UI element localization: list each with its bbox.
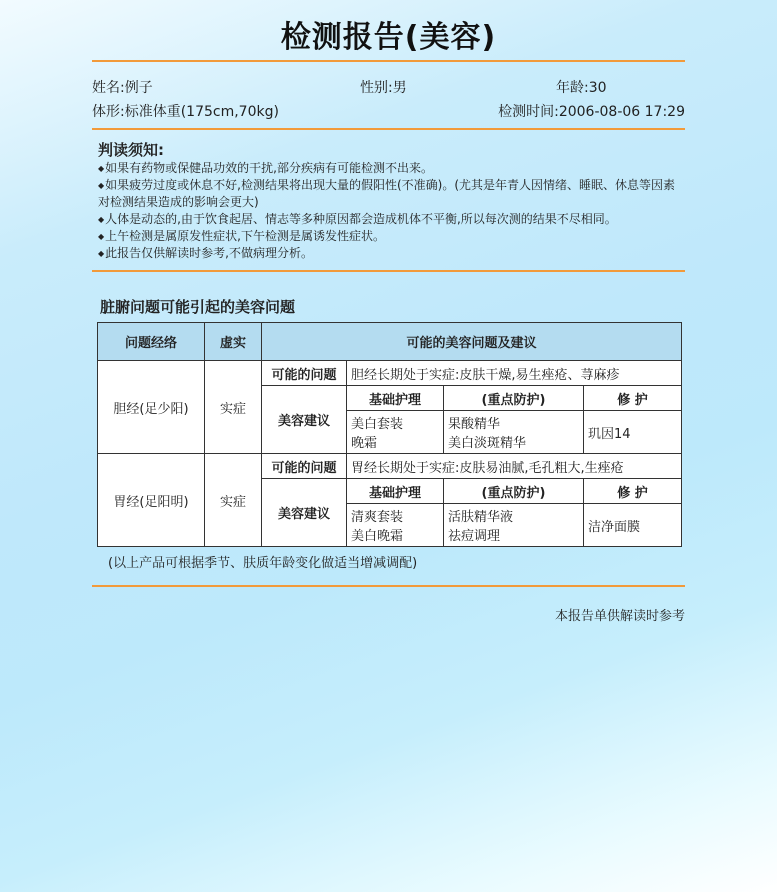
patient-info — [92, 62, 685, 128]
repair-cell: 玑因14 — [584, 411, 682, 454]
notes-title: 判读须知: — [98, 141, 164, 159]
body-value: 标准体重(175cm,70kg) — [124, 104, 279, 120]
name-label: 姓名: — [92, 80, 125, 96]
table-row — [98, 454, 682, 479]
advice-label: 美容建议 — [262, 479, 347, 547]
section-title: 脏腑问题可能引起的美容问题 — [100, 298, 296, 316]
repair-header: 修 护 — [584, 479, 682, 504]
possible-label: 可能的问题 — [262, 361, 347, 386]
advice-label: 美容建议 — [262, 386, 347, 454]
basic-cell — [347, 504, 444, 547]
note-item: ◆ 如果疲劳过度或休息不好,检测结果将出现大量的假阳性(不准确)。(尤其是年青人因情绪、睡眠、休息等因素对检测结果造成的影响会更大) — [98, 177, 685, 211]
focus-cell — [444, 411, 584, 454]
gender-field — [360, 77, 407, 97]
time-value: 2006-08-06 17:29 — [558, 104, 685, 120]
report-page — [92, 0, 685, 624]
age-field — [556, 77, 607, 97]
name-value: 例子 — [124, 80, 153, 96]
age-value: 30 — [588, 80, 607, 96]
note-item: ◆ 上午检测是属原发性症状,下午检测是属诱发性症状。 — [98, 228, 685, 245]
product-item: 美白套装 — [351, 417, 404, 432]
table-header-row — [98, 323, 682, 361]
basic-cell — [347, 411, 444, 454]
adjust-hint: (以上产品可根据季节、肤质年龄变化做适当增减调配) — [108, 556, 418, 571]
gender-value: 男 — [392, 80, 407, 96]
footer-note: 本报告单供解读时参考 — [554, 609, 685, 624]
gender-label: 性别: — [360, 80, 393, 96]
reading-notes — [92, 130, 685, 270]
beauty-table — [97, 322, 682, 547]
product-item: 美白晚霜 — [351, 529, 404, 544]
meridian-cell: 胃经(足阳明) — [98, 454, 205, 547]
note-item: ◆ 如果有药物或保健品功效的干扰,部分疾病有可能检测不出来。 — [98, 160, 685, 177]
time-field — [498, 101, 685, 121]
page-title: 检测报告(美容) — [280, 20, 497, 55]
problem-cell: 胆经长期处于实症:皮肤干燥,易生痤疮、荨麻疹 — [347, 361, 682, 386]
time-label: 检测时间: — [498, 104, 559, 120]
focus-header: (重点防护) — [444, 386, 584, 411]
divider — [92, 270, 685, 272]
col-header-meridian: 问题经络 — [98, 323, 205, 361]
basic-header: 基础护理 — [347, 479, 444, 504]
possible-label: 可能的问题 — [262, 454, 347, 479]
body-field — [92, 101, 279, 121]
age-label: 年龄: — [556, 80, 589, 96]
focus-cell — [444, 504, 584, 547]
status-cell: 实症 — [205, 454, 262, 547]
repair-cell: 洁净面膜 — [584, 504, 682, 547]
col-header-status: 虚实 — [205, 323, 262, 361]
table-row — [98, 361, 682, 386]
meridian-cell: 胆经(足少阳) — [98, 361, 205, 454]
problem-cell: 胃经长期处于实症:皮肤易油腻,毛孔粗大,生痤疮 — [347, 454, 682, 479]
col-header-advice: 可能的美容问题及建议 — [262, 323, 682, 361]
product-item: 活肤精华液 — [448, 510, 514, 525]
product-item: 美白淡斑精华 — [448, 436, 527, 451]
repair-header: 修 护 — [584, 386, 682, 411]
product-item: 晚霜 — [351, 436, 378, 451]
focus-header: (重点防护) — [444, 479, 584, 504]
product-item: 清爽套装 — [351, 510, 404, 525]
name-field — [92, 77, 153, 97]
note-item: ◆ 人体是动态的,由于饮食起居、情志等多种原因都会造成机体不平衡,所以每次测的结果不尽相同。 — [98, 211, 685, 228]
body-label: 体形: — [92, 104, 125, 120]
divider — [92, 585, 685, 587]
status-cell: 实症 — [205, 361, 262, 454]
basic-header: 基础护理 — [347, 386, 444, 411]
product-item: 祛痘调理 — [448, 529, 501, 544]
product-item: 果酸精华 — [448, 417, 501, 432]
note-item: ◆ 此报告仅供解读时参考,不做病理分析。 — [98, 245, 685, 262]
